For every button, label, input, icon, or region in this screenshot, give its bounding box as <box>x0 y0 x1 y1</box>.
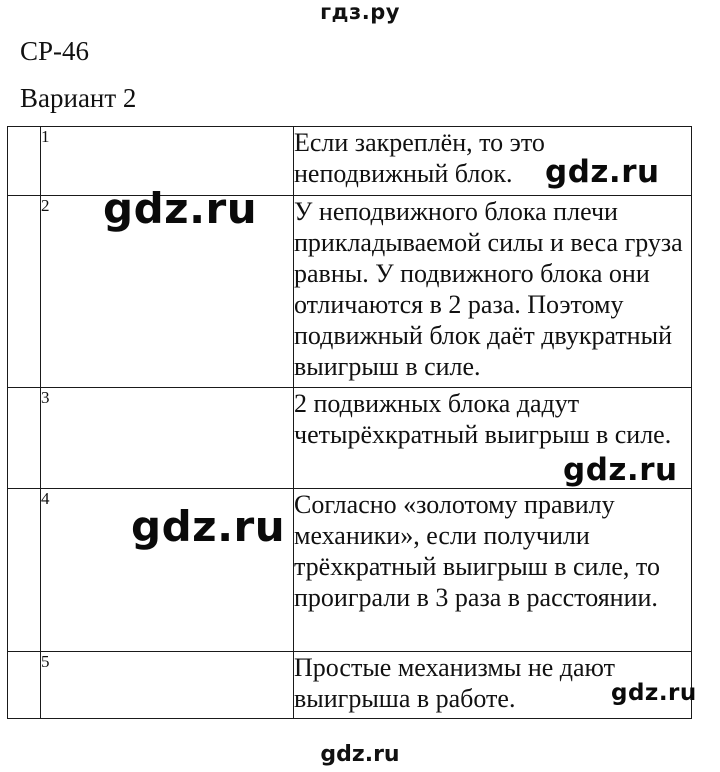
answer-text: У неподвижного блока плечи прикладываемой силы и веса груза равны. У подвижного блока они отличаются в 2 раза. Поэтому подвижный блок даёт двукратный выигрыш в силе. <box>294 196 692 388</box>
question-number: 5 <box>41 652 294 719</box>
site-footer: gdz.ru <box>320 742 400 767</box>
table-row <box>8 652 692 719</box>
answer-text: Если закреплён, то это неподвижный блок. <box>294 127 692 196</box>
blank-cell <box>8 652 41 719</box>
site-header: гдз.ру <box>320 0 400 24</box>
document-title: СР-46 <box>20 36 90 66</box>
answer-text: Согласно «золотому правилу механики», если получили трёхкратный выигрыш в силе, то проиграли в 3 раза в расстоянии. <box>294 489 692 652</box>
variant-label: Вариант 2 <box>20 83 137 113</box>
watermark: gdz.ru <box>131 502 286 551</box>
question-number: 3 <box>41 388 294 489</box>
question-number: 2 <box>41 196 294 388</box>
answer-text: Простые механизмы не дают выигрыша в работе. <box>294 652 692 719</box>
watermark: gdz.ru <box>103 184 258 233</box>
blank-cell <box>8 127 41 196</box>
blank-cell <box>8 489 41 652</box>
blank-cell <box>8 196 41 388</box>
watermark: gdz.ru <box>545 154 660 190</box>
question-number: 4 <box>41 489 294 652</box>
table-row <box>8 489 692 652</box>
watermark: gdz.ru <box>563 452 678 488</box>
blank-cell <box>8 388 41 489</box>
answer-text: 2 подвижных блока дадут четырёхкратный выигрыш в силе. <box>294 388 692 489</box>
watermark: gdz.ru <box>611 680 697 706</box>
question-number: 1 <box>41 127 294 196</box>
